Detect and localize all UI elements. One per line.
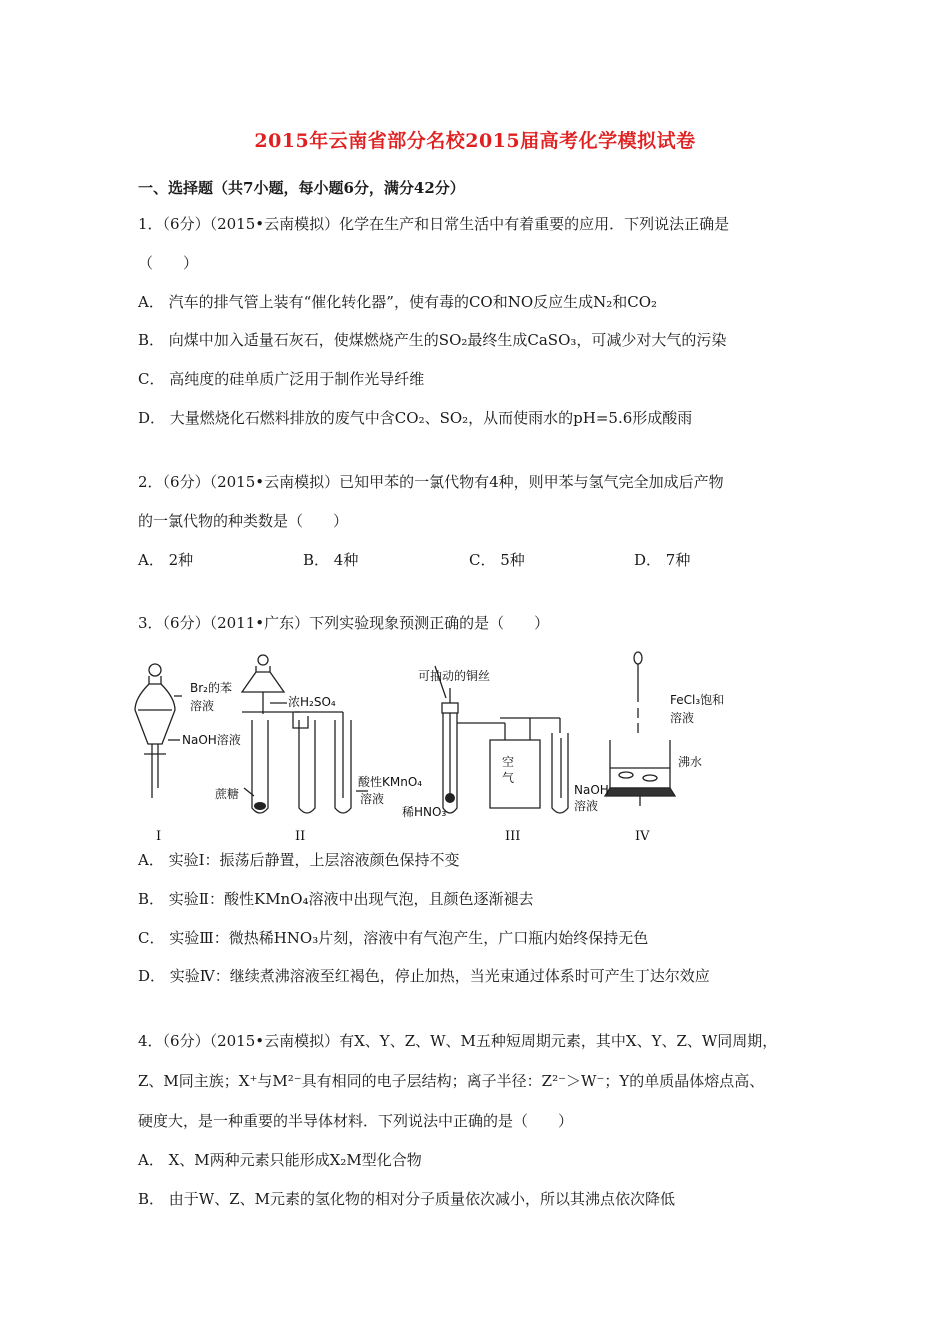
- copper-wire-apparatus: [435, 666, 568, 813]
- label-roman-1: I: [156, 829, 162, 843]
- sulfuric-acid-apparatus: [242, 655, 368, 813]
- label-kmno4-1: 酸性KMnO₄: [358, 775, 423, 789]
- q3-option-b: B． 实验Ⅱ：酸性KMnO₄溶液中出现气泡，且颜色逐渐褪去: [138, 890, 534, 908]
- label-air-2: 气: [502, 771, 515, 785]
- q1-stem-line2: （ ）: [138, 254, 199, 272]
- label-boiling-water: 沸水: [678, 755, 703, 769]
- q1-stem-line1: 1．（6分）（2015•云南模拟）化学在生产和日常生活中有着重要的应用．下列说法正确是: [138, 215, 730, 233]
- q4-option-b: B． 由于W、Z、M元素的氢化物的相对分子质量依次减小，所以其沸点依次降低: [138, 1190, 675, 1208]
- label-hno3: 稀HNO₃: [402, 805, 447, 819]
- q3-option-d: D． 实验Ⅳ：继续煮沸溶液至红褐色，停止加热，当光束通过体系时可产生丁达尔效应: [138, 967, 710, 985]
- q1-option-a: A． 汽车的排气管上装有“催化转化器”，使有毒的CO和NO反应生成N₂和CO₂: [138, 293, 658, 311]
- label-fecl3-2: 溶液: [670, 711, 695, 725]
- experiment-figure: [130, 648, 730, 843]
- label-br2-2: 溶液: [190, 699, 215, 713]
- q2-option-b: B． 4种: [303, 551, 359, 569]
- label-naoh: NaOH溶液: [182, 733, 241, 747]
- label-roman-4: IV: [635, 829, 650, 843]
- q4-stem-line2: Z、M同主族；X⁺与M²⁻具有相同的电子层结构；离子半径：Z²⁻＞W⁻；Y的单质晶体熔点高、: [138, 1072, 765, 1090]
- label-roman-2: II: [295, 829, 306, 843]
- q1-option-d: D． 大量燃烧化石燃料排放的废气中含CO₂、SO₂，从而使雨水的pH=5.6形成酸雨: [138, 409, 693, 427]
- q3-option-c: C． 实验Ⅲ：微热稀HNO₃片刻，溶液中有气泡产生，广口瓶内始终保持无色: [138, 929, 649, 947]
- q2-stem-line1: 2．（6分）（2015•云南模拟）已知甲苯的一氯代物有4种，则甲苯与氢气完全加成后产物: [138, 473, 724, 491]
- label-naoh2-1: NaOH: [574, 783, 609, 797]
- q2-option-c: C． 5种: [469, 551, 525, 569]
- label-naoh2-2: 溶液: [574, 799, 599, 813]
- q3-stem: 3．（6分）（2011•广东）下列实验现象预测正确的是（ ）: [138, 614, 550, 632]
- label-h2so4: 浓H₂SO₄: [288, 695, 336, 709]
- label-air-1: 空: [502, 755, 515, 769]
- beaker-apparatus: [605, 652, 675, 806]
- q2-stem-line2: 的一氯代物的种类数是（ ）: [138, 512, 349, 530]
- q4-option-a: A． X、M两种元素只能形成X₂M型化合物: [138, 1151, 422, 1169]
- q4-stem-line1: 4．（6分）（2015•云南模拟）有X、Y、Z、W、M五种短周期元素，其中X、Y、Z、W同周期，: [138, 1032, 778, 1050]
- label-roman-3: III: [505, 829, 521, 843]
- page-title: 2015年云南省部分名校2015届高考化学模拟试卷: [254, 130, 696, 152]
- q3-option-a: A． 实验Ⅰ：振荡后静置，上层溶液颜色保持不变: [138, 851, 460, 869]
- q2-option-a: A． 2种: [138, 551, 194, 569]
- separatory-funnel-apparatus: [135, 664, 182, 798]
- label-copper-wire: 可抽动的铜丝: [418, 669, 491, 683]
- q1-option-b: B． 向煤中加入适量石灰石，使煤燃烧产生的SO₂最终生成CaSO₃，可减少对大气的污染: [138, 331, 727, 349]
- q4-stem-line3: 硬度大，是一种重要的半导体材料．下列说法中正确的是（ ）: [138, 1112, 574, 1130]
- label-kmno4-2: 溶液: [360, 792, 385, 806]
- q1-option-c: C． 高纯度的硅单质广泛用于制作光导纤维: [138, 370, 425, 388]
- label-br2-1: Br₂的苯: [190, 681, 232, 695]
- label-sugar: 蔗糖: [215, 787, 240, 801]
- section-heading: 一、选择题（共7小题，每小题6分，满分42分）: [138, 179, 465, 197]
- q2-option-d: D． 7种: [634, 551, 691, 569]
- label-fecl3-1: FeCl₃饱和: [670, 693, 725, 707]
